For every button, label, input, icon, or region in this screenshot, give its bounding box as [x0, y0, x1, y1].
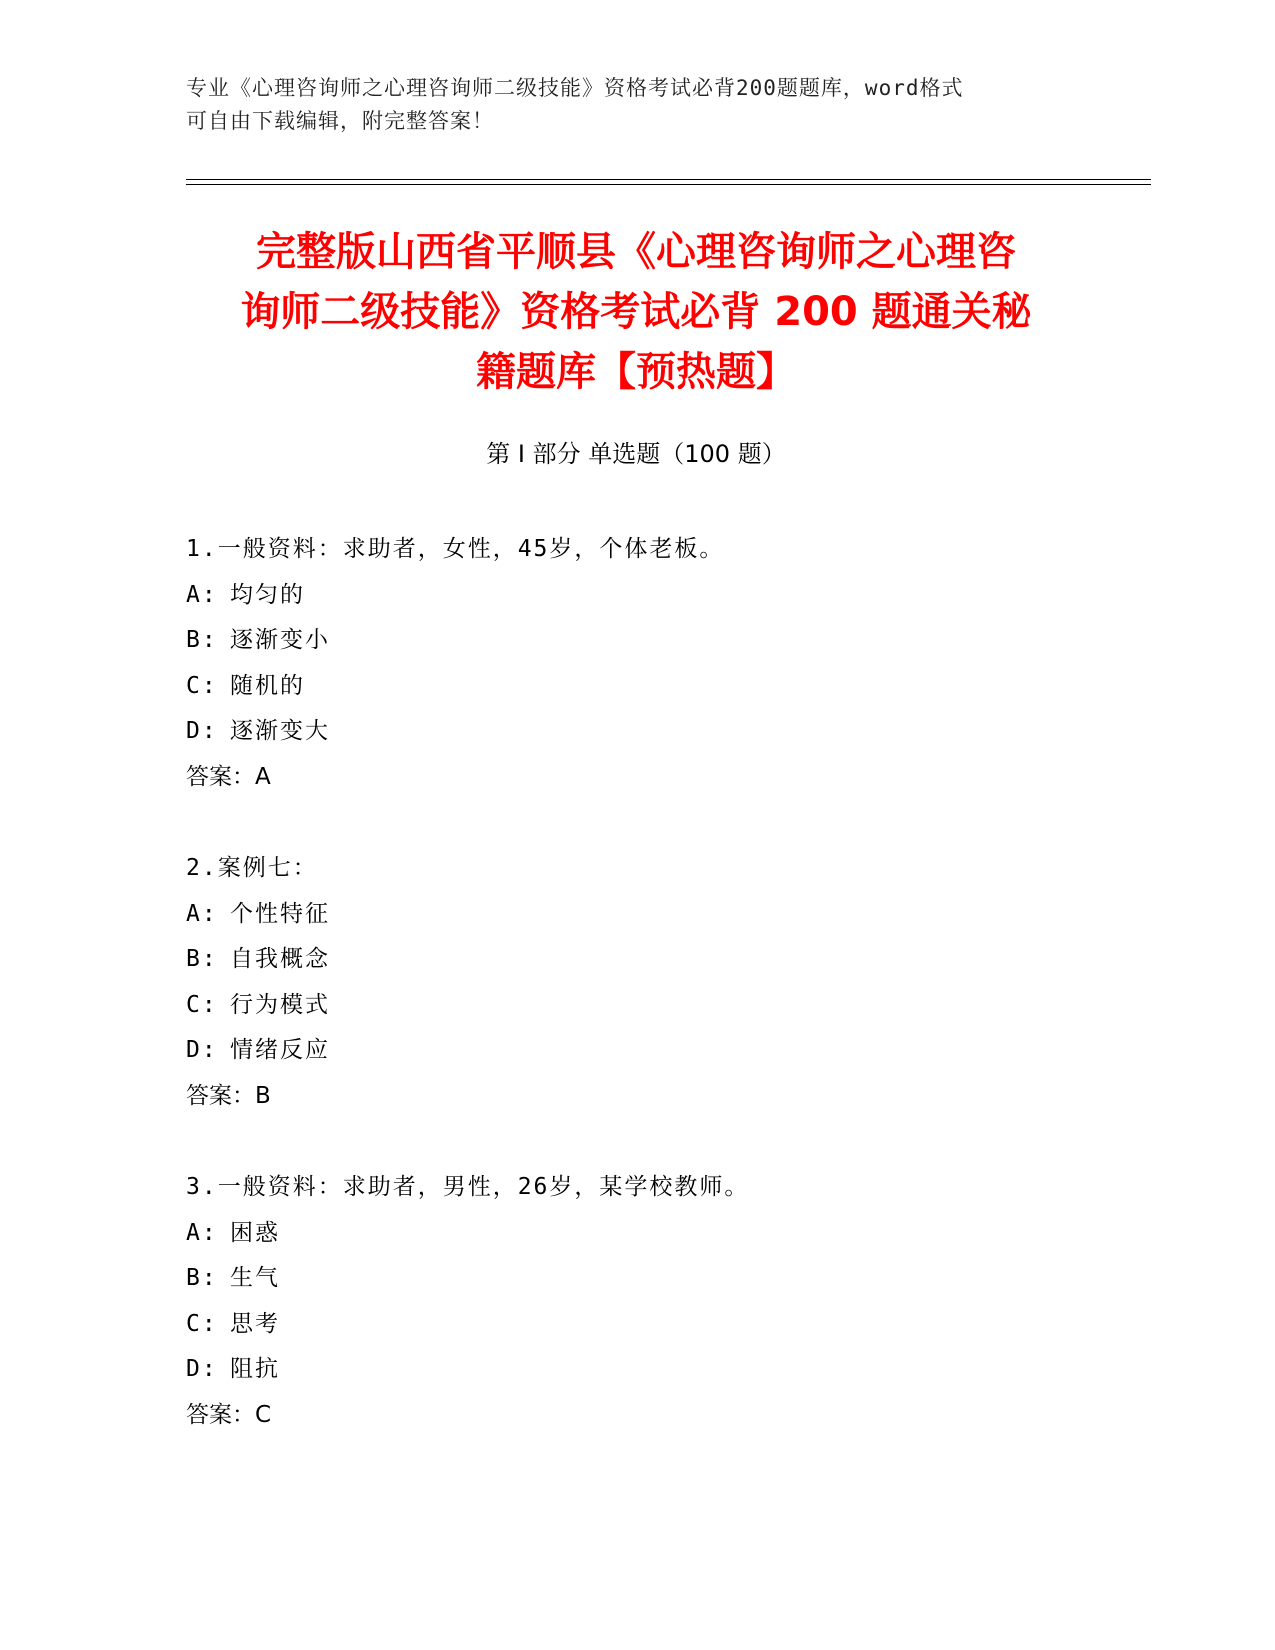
option-key: C:: [186, 1310, 218, 1337]
option-key: A:: [186, 900, 218, 927]
option-text: 困惑: [230, 1219, 280, 1246]
document-title-line-3: 籍题库【预热题】: [476, 349, 796, 395]
answer: 答案：A: [186, 763, 271, 790]
option-d: [186, 709, 1086, 755]
option-key: B:: [186, 627, 218, 653]
option-b: [186, 937, 1086, 983]
question-3: [186, 1165, 1086, 1438]
question-stem: 3.一般资料：求助者，男性，26岁，某学校教师。: [186, 1174, 750, 1200]
question-list: [186, 527, 1086, 1484]
answer: 答案：B: [186, 1082, 271, 1109]
header-note-line-2: 可自由下载编辑，附完整答案！: [186, 109, 494, 133]
option-text: 思考: [230, 1310, 280, 1337]
option-d: [186, 1347, 1086, 1393]
option-text: 逐渐变大: [230, 718, 330, 744]
question-1: [186, 527, 1086, 800]
question-stem: 2.案例七：: [186, 855, 318, 881]
document-title-line-2: 询师二级技能》资格考试必背 200 题通关秘: [240, 289, 1032, 335]
option-a: [186, 1211, 1086, 1257]
option-text: 阻抗: [230, 1356, 280, 1382]
section-title: 第 I 部分 单选题（100 题）: [486, 440, 786, 468]
option-text: 自我概念: [230, 946, 330, 972]
header-divider-bottom: [186, 184, 1151, 185]
option-text: 随机的: [230, 672, 305, 699]
option-key: B:: [186, 946, 218, 972]
option-text: 行为模式: [230, 991, 330, 1018]
question-2: [186, 846, 1086, 1119]
option-key: C:: [186, 991, 218, 1018]
option-key: A:: [186, 1219, 218, 1246]
answer: 答案：C: [186, 1401, 272, 1428]
option-key: D:: [186, 1356, 218, 1382]
header-divider-top: [186, 179, 1151, 180]
option-text: 个性特征: [230, 900, 330, 927]
option-c: [186, 983, 1086, 1029]
option-c: [186, 1302, 1086, 1348]
header-note: [186, 72, 1066, 138]
question-stem: 1.一般资料：求助者，女性，45岁，个体老板。: [186, 536, 725, 562]
option-text: 生气: [230, 1265, 280, 1291]
option-c: [186, 664, 1086, 710]
option-key: C:: [186, 672, 218, 699]
option-b: [186, 1256, 1086, 1302]
option-text: 均匀的: [230, 581, 305, 608]
option-key: D:: [186, 1037, 218, 1063]
option-b: [186, 618, 1086, 664]
document-title-line-1: 完整版山西省平顺县《心理咨询师之心理咨: [256, 229, 1016, 275]
header-note-line-1: 专业《心理咨询师之心理咨询师二级技能》资格考试必背200题题库，word格式: [186, 76, 964, 100]
option-a: [186, 573, 1086, 619]
option-d: [186, 1028, 1086, 1074]
option-key: A:: [186, 581, 218, 608]
option-text: 逐渐变小: [230, 627, 330, 653]
option-a: [186, 892, 1086, 938]
option-key: D:: [186, 718, 218, 744]
option-key: B:: [186, 1265, 218, 1291]
option-text: 情绪反应: [230, 1037, 330, 1063]
document-title: [186, 222, 1086, 402]
